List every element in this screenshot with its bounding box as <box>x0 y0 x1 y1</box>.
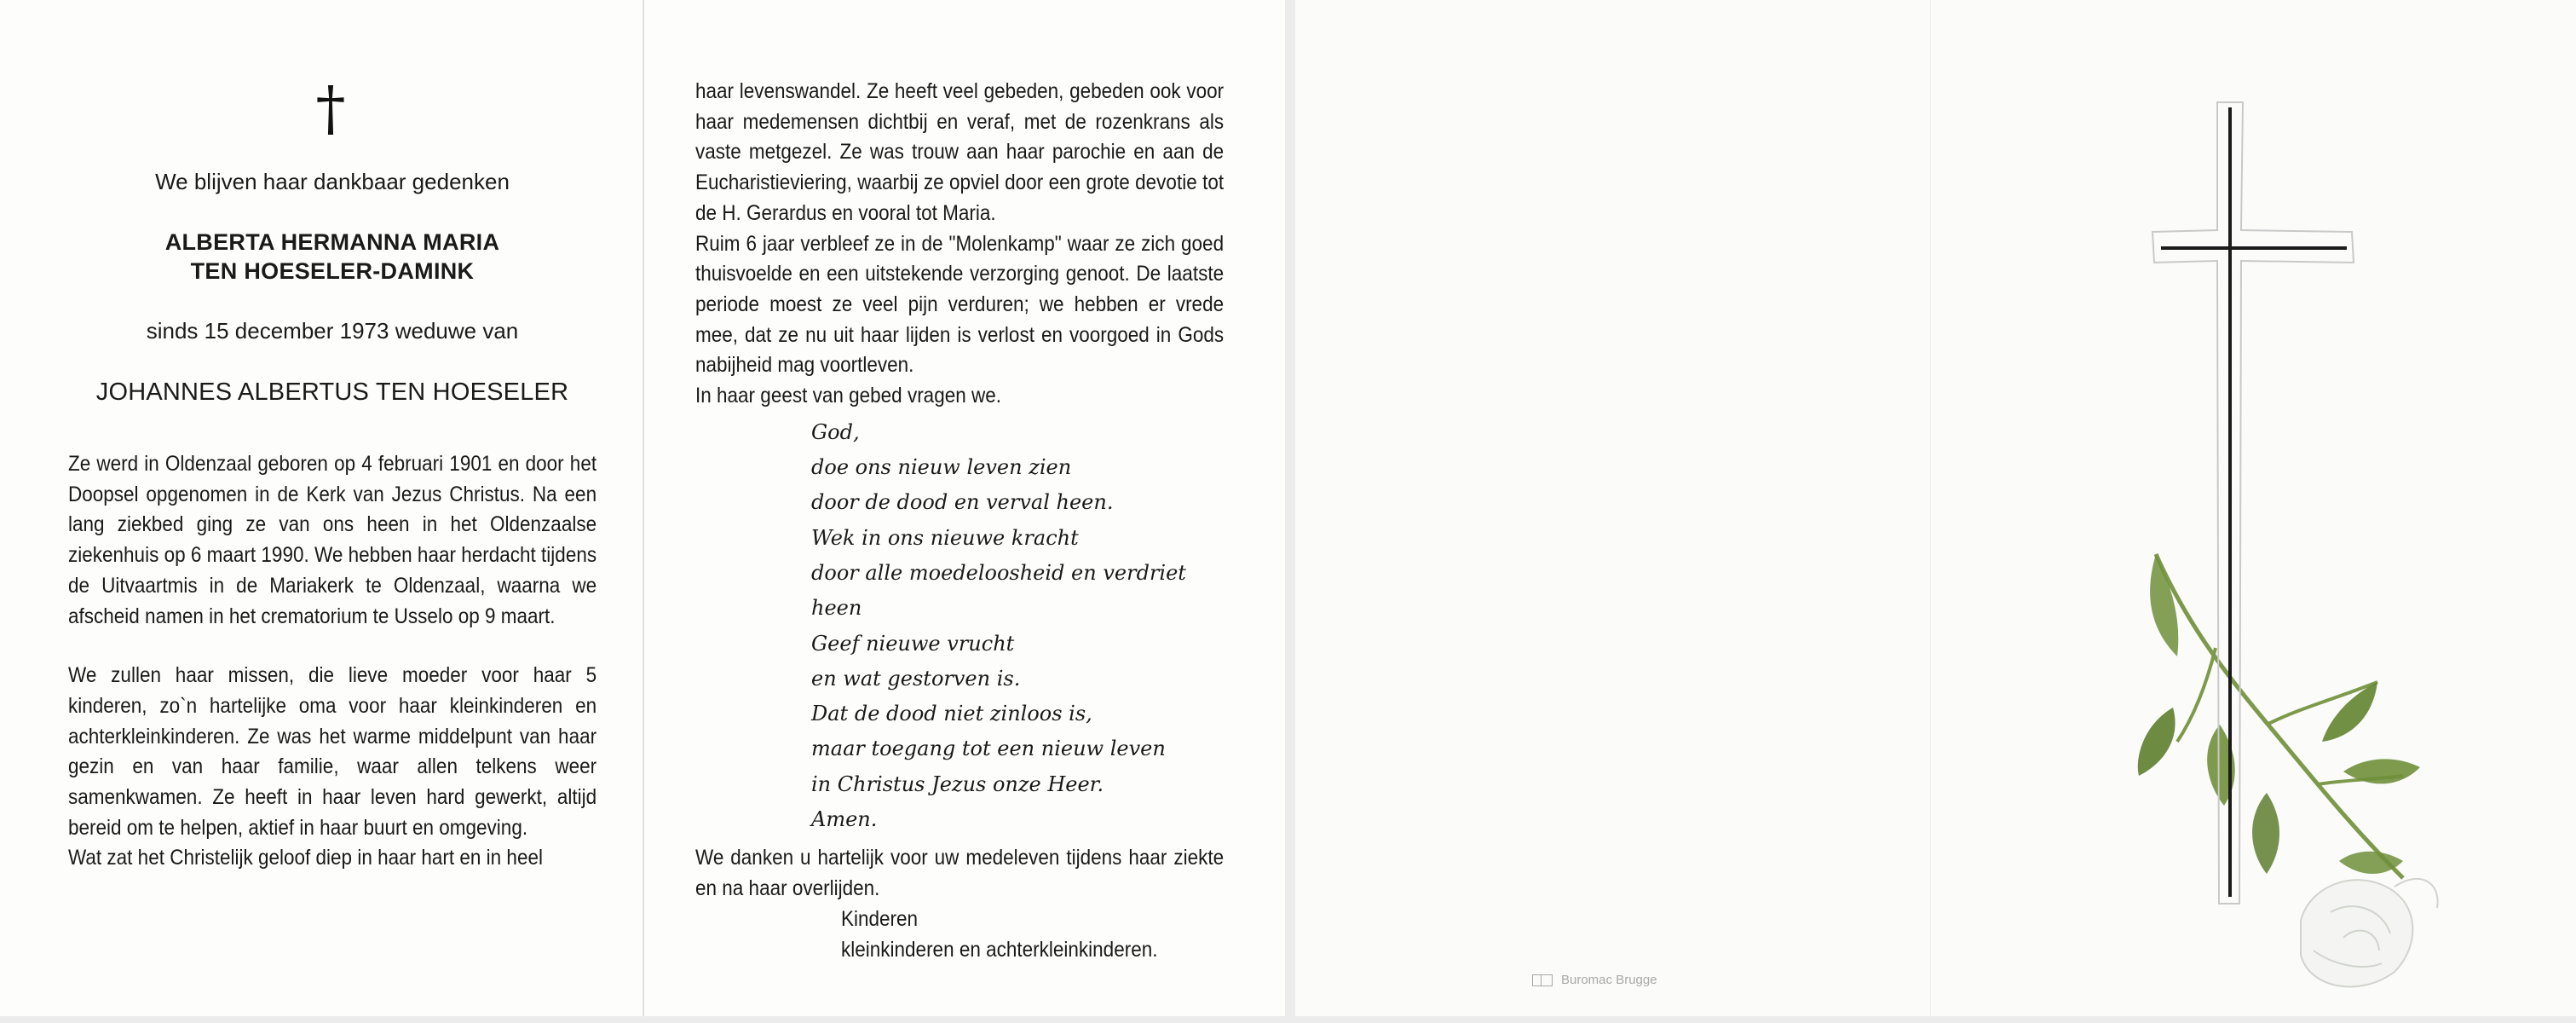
deceased-name-line2: TEN HOESELER-DAMINK <box>190 258 475 284</box>
faith-paragraph-cont: haar levenswandel. Ze heeft veel gebeden, gebeden ook voor haar medemensen dichtbij en veraf, met de rozenkrans als vaste metgezel. Ze was trouw aan haar parochie en aan de Eucharistieviering, waarbij ze opviel door een grote devotie tot de H. Gerardus en vooral tot Maria. <box>695 79 1225 225</box>
biography-paragraph: Ze werd in Oldenzaal geboren op 4 februari 1901 en door het Doopsel opgenomen in de Kerk van Jezus Christus. Na een lang ziekbed ging ze van ons heen in het Oldenzaalse ziekenhuis op 6 maart 1990. We hebben haar herdacht tijdens de Uitvaartmis in de Mariakerk te Oldenzaal, waarna we afscheid namen in het crematorium te Usselo op 9 maart. <box>68 452 597 628</box>
printer-name: Buromac Brugge <box>1561 973 1657 987</box>
thanks-text: We danken u hartelijk voor uw medeleven tijdens haar ziekte en na haar overlijden. <box>695 846 1225 901</box>
left-column <box>68 73 597 874</box>
signature-children: Kinderen <box>841 907 919 932</box>
fold-line <box>643 0 644 1016</box>
widow-line: sinds 15 december 1973 weduwe van <box>146 318 519 344</box>
faith-paragraph-start: Wat zat het Christelijk geloof diep in haar hart en in heel <box>68 846 543 870</box>
prayer <box>695 415 1217 838</box>
right-column <box>695 77 1225 965</box>
prayer-line: God, <box>811 419 860 444</box>
printer-mark <box>1532 973 1657 987</box>
husband-name: JOHANNES ALBERTUS TEN HOESELER <box>95 379 569 406</box>
prayer-line: Amen. <box>811 807 878 831</box>
cross-and-rose-illustration <box>1295 0 2576 1016</box>
deceased-name-line1: ALBERTA HERMANNA MARIA <box>164 229 500 255</box>
prayer-line: door alle moedeloosheid en verdriet heen <box>811 560 1186 621</box>
printer-logo-icon <box>1532 974 1553 986</box>
prayer-line: Geef nieuwe vrucht <box>811 631 1015 656</box>
prayer-line: Dat de dood niet zinloos is, <box>811 702 1092 726</box>
prayer-line: en wat gestorven is. <box>811 666 1021 691</box>
molenkamp-paragraph: Ruim 6 jaar verbleef ze in de "Molenkamp" waar ze zich goed thuisvoelde en een uitstekende verzorging genoot. De laatste periode moest ze veel pijn verduren; we hebben er vrede mee, dat ze nu uit haar lijden is verlost en voorgoed in Gods nabijheid mag voortleven. <box>695 231 1225 378</box>
rose-icon <box>2301 879 2438 987</box>
deceased-name <box>68 228 596 286</box>
prayer-line: maar toegang tot een nieuw leven <box>811 737 1166 761</box>
card-inside <box>0 0 1285 1016</box>
remembrance-line: We blijven haar dankbaar gedenken <box>155 169 510 194</box>
card-outside <box>1295 0 2576 1016</box>
tribute-paragraph: We zullen haar missen, die lieve moeder voor haar 5 kinderen, zo`n hartelijke oma voor haar kleinkinderen en achterkleinkinderen. Ze was het warme middelpunt van haar gezin en van haar familie, waar allen telkens weer samenkwamen. Ze heeft in haar leven hard gewerkt, altijd bereid om te helpen, aktief in haar buurt en omgeving. <box>68 663 597 840</box>
cross-icon: † <box>315 73 346 143</box>
prayer-line: doe ons nieuw leven zien <box>811 455 1072 480</box>
prayer-line: Wek in ons nieuwe kracht <box>811 525 1079 550</box>
signature-grandchildren: kleinkinderen en achterkleinkinderen. <box>841 938 1158 962</box>
prayer-line: in Christus Jezus onze Heer. <box>811 772 1104 796</box>
prayer-intro: In haar geest van gebed vragen we. <box>695 384 1002 408</box>
rose-branch-icon <box>2138 554 2420 878</box>
prayer-line: door de dood en verval heen. <box>811 490 1114 515</box>
